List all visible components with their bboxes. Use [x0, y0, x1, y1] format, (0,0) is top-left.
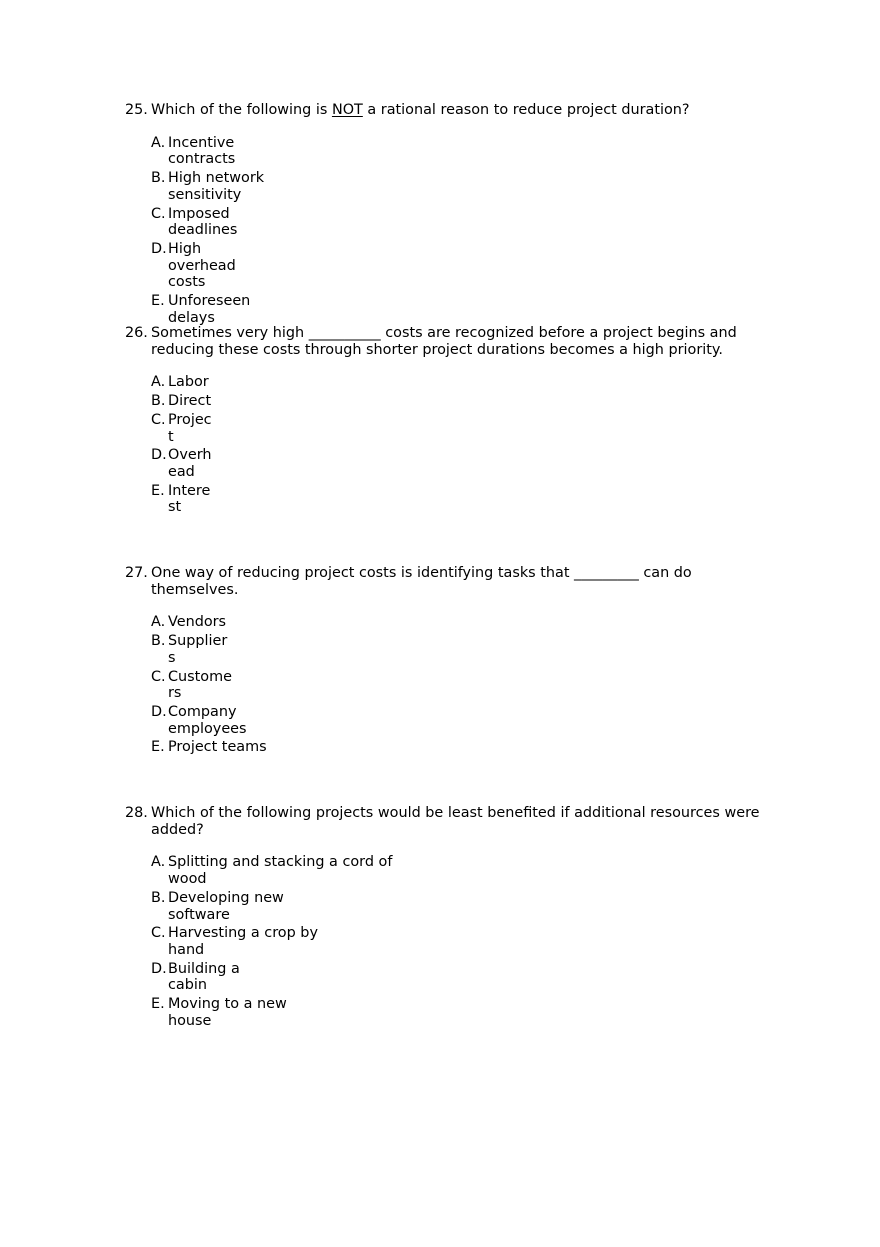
question-text-after: a rational reason to reduce project duration?	[362, 102, 690, 118]
option-b	[151, 890, 771, 923]
option-c	[151, 669, 771, 702]
option-label: B.	[151, 889, 166, 906]
option-e	[151, 996, 771, 1029]
option-a	[151, 614, 771, 631]
question-number: 25.	[125, 102, 148, 118]
option-d	[151, 447, 771, 480]
question-number: 26.	[125, 325, 148, 341]
option-text: High network sensitivity	[168, 170, 265, 203]
option-a	[151, 854, 771, 887]
question-text: Sometimes very high __________ costs are recognized before a project begins and reducing these costs through shorter project durations becomes a high priority.	[151, 325, 737, 358]
option-label: A.	[151, 854, 166, 871]
option-list	[151, 614, 771, 756]
option-label: A.	[151, 614, 166, 631]
question-text-underlined: NOT	[331, 102, 363, 118]
question-text: Which of the following projects would be least benefited if additional resources were added?	[151, 805, 760, 838]
option-text: Project	[168, 411, 212, 445]
option-c	[151, 206, 771, 239]
option-label: B.	[151, 633, 166, 650]
option-label: B.	[151, 170, 166, 187]
option-text: Project teams	[168, 739, 267, 756]
option-text: Suppliers	[168, 633, 228, 666]
option-text: Incentive contracts	[168, 134, 236, 168]
option-text: Developing new software	[168, 889, 284, 923]
option-label: D.	[151, 703, 167, 720]
option-text: High overhead costs	[168, 240, 236, 291]
option-a	[151, 374, 771, 391]
option-text: Moving to a new house	[168, 996, 287, 1029]
question-text	[151, 102, 771, 119]
question-number: 27.	[125, 565, 148, 581]
option-b	[151, 633, 771, 666]
question-25	[125, 102, 771, 328]
option-label: D.	[151, 447, 167, 464]
option-d	[151, 961, 771, 994]
option-text: Interest	[168, 482, 211, 516]
option-d	[151, 704, 771, 737]
option-text: Overhead	[168, 447, 212, 480]
option-text: Harvesting a crop by hand	[168, 925, 318, 958]
option-list	[151, 854, 771, 1029]
option-text: Company employees	[168, 703, 247, 737]
option-c	[151, 925, 771, 958]
option-label: B.	[151, 393, 166, 410]
option-label: C.	[151, 668, 166, 685]
option-label: E.	[151, 293, 165, 310]
option-list	[151, 374, 771, 516]
option-text: Vendors	[168, 614, 227, 631]
option-text: Splitting and stacking a cord of wood	[168, 854, 393, 888]
option-label: C.	[151, 411, 166, 428]
option-label: D.	[151, 960, 167, 977]
option-label: C.	[151, 205, 166, 222]
question-text: One way of reducing project costs is identifying tasks that _________ can do themselves.	[151, 565, 692, 598]
option-e	[151, 293, 771, 326]
option-text: Building a cabin	[168, 960, 240, 994]
option-b	[151, 170, 771, 203]
option-text: Customers	[168, 668, 232, 702]
option-b	[151, 393, 771, 410]
option-a	[151, 135, 771, 168]
option-text: Labor	[168, 374, 209, 391]
option-text: Unforeseen delays	[168, 293, 251, 326]
option-text: Imposed deadlines	[168, 205, 238, 239]
option-label: A.	[151, 374, 166, 391]
question-28	[125, 805, 771, 1031]
option-label: E.	[151, 482, 165, 499]
question-text-before: Which of the following is	[151, 102, 332, 118]
option-e	[151, 483, 771, 516]
option-label: C.	[151, 925, 166, 942]
question-27	[125, 565, 771, 758]
option-label: D.	[151, 240, 167, 257]
option-list	[151, 135, 771, 327]
option-label: E.	[151, 739, 165, 756]
question-26	[125, 325, 771, 518]
option-text: Direct	[168, 393, 212, 410]
option-d	[151, 241, 771, 291]
option-c	[151, 412, 771, 445]
option-label: E.	[151, 996, 165, 1013]
option-label: A.	[151, 134, 166, 151]
question-number: 28.	[125, 805, 148, 821]
option-e	[151, 739, 771, 756]
